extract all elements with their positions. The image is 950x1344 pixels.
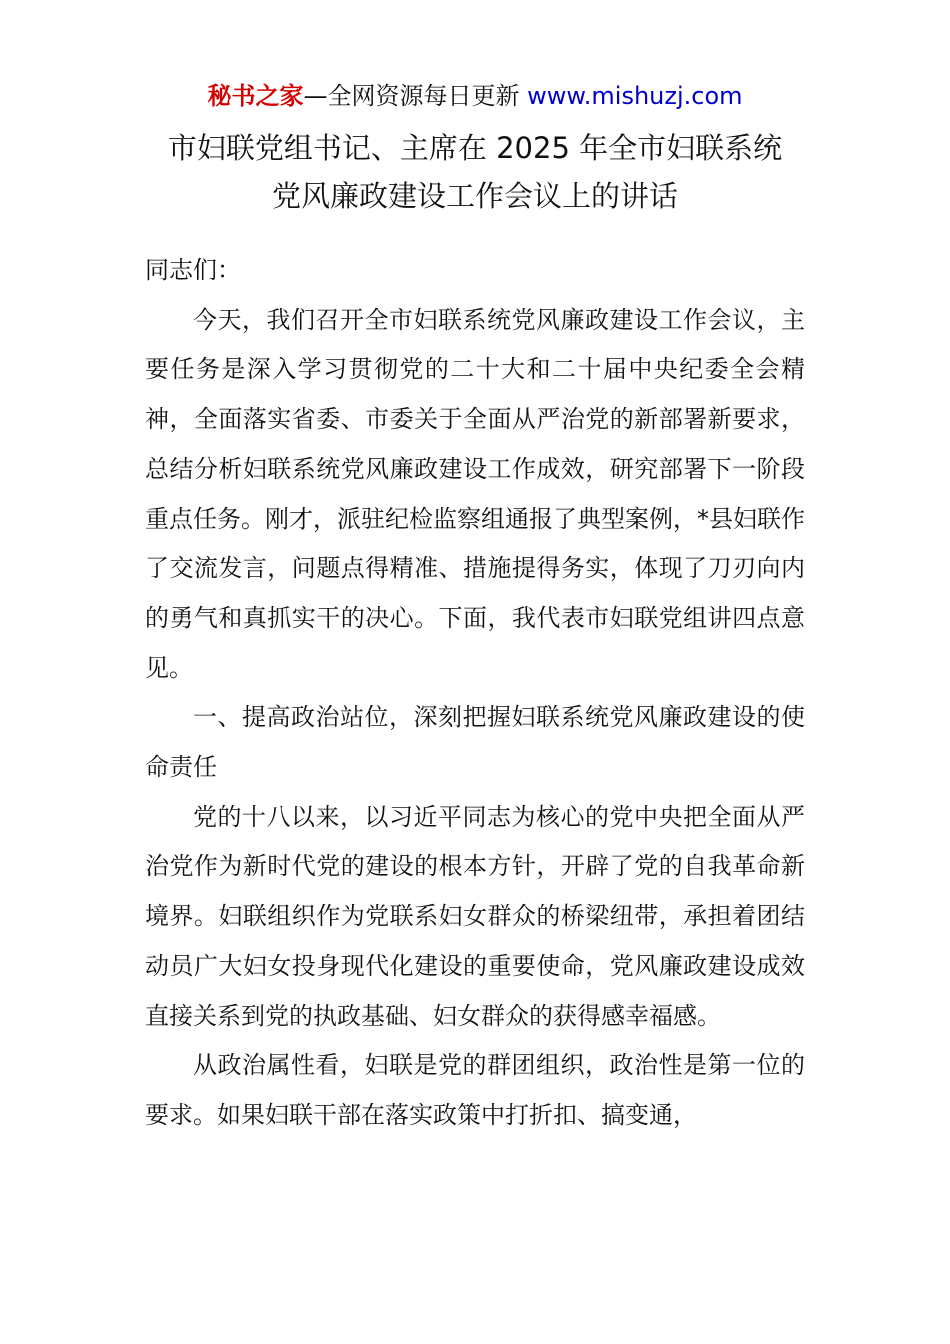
paragraph-section-1-b: 从政治属性看，妇联是党的群团组织，政治性是第一位的要求。如果妇联干部在落实政策中打折扣、搞变通， bbox=[145, 1051, 805, 1129]
document-body bbox=[145, 246, 805, 1141]
title-line-2: 党风廉政建设工作会议上的讲话 bbox=[271, 179, 678, 213]
document-title bbox=[0, 124, 950, 220]
site-header bbox=[0, 80, 950, 112]
site-url-link[interactable]: www.mishuzj.com bbox=[527, 82, 743, 110]
salutation: 同志们： bbox=[145, 256, 241, 284]
brand-name: 秘书之家 bbox=[207, 82, 304, 110]
title-line-1: 市妇联党组书记、主席在 2025 年全市妇联系统 bbox=[167, 131, 783, 165]
paragraph-section-1-a: 党的十八以来，以习近平同志为核心的党中央把全面从严治党作为新时代党的建设的根本方针，开辟了党的自我革命新境界。妇联组织作为党联系妇女群众的桥梁纽带，承担着团结动员广大妇女投身现代化建设的重要使命，党风廉政建设成效直接关系到党的执政基础、妇女群众的获得感幸福感。 bbox=[145, 802, 805, 1030]
header-tagline: —全网资源每日更新 bbox=[303, 82, 528, 110]
paragraph-intro: 今天，我们召开全市妇联系统党风廉政建设工作会议，主要任务是深入学习贯彻党的二十大和二十届中央纪委全会精神，全面落实省委、市委关于全面从严治党的新部署新要求，总结分析妇联系统党风廉政建设工作成效，研究部署下一阶段重点任务。刚才，派驻纪检监察组通报了典型案例，*县妇联作了交流发言，问题点得精准、措施提得务实，体现了刀刃向内的勇气和真抓实干的决心。下面，我代表市妇联党组讲四点意见。 bbox=[145, 305, 805, 682]
section-heading-1: 一、提高政治站位，深刻把握妇联系统党风廉政建设的使命责任 bbox=[145, 703, 805, 782]
